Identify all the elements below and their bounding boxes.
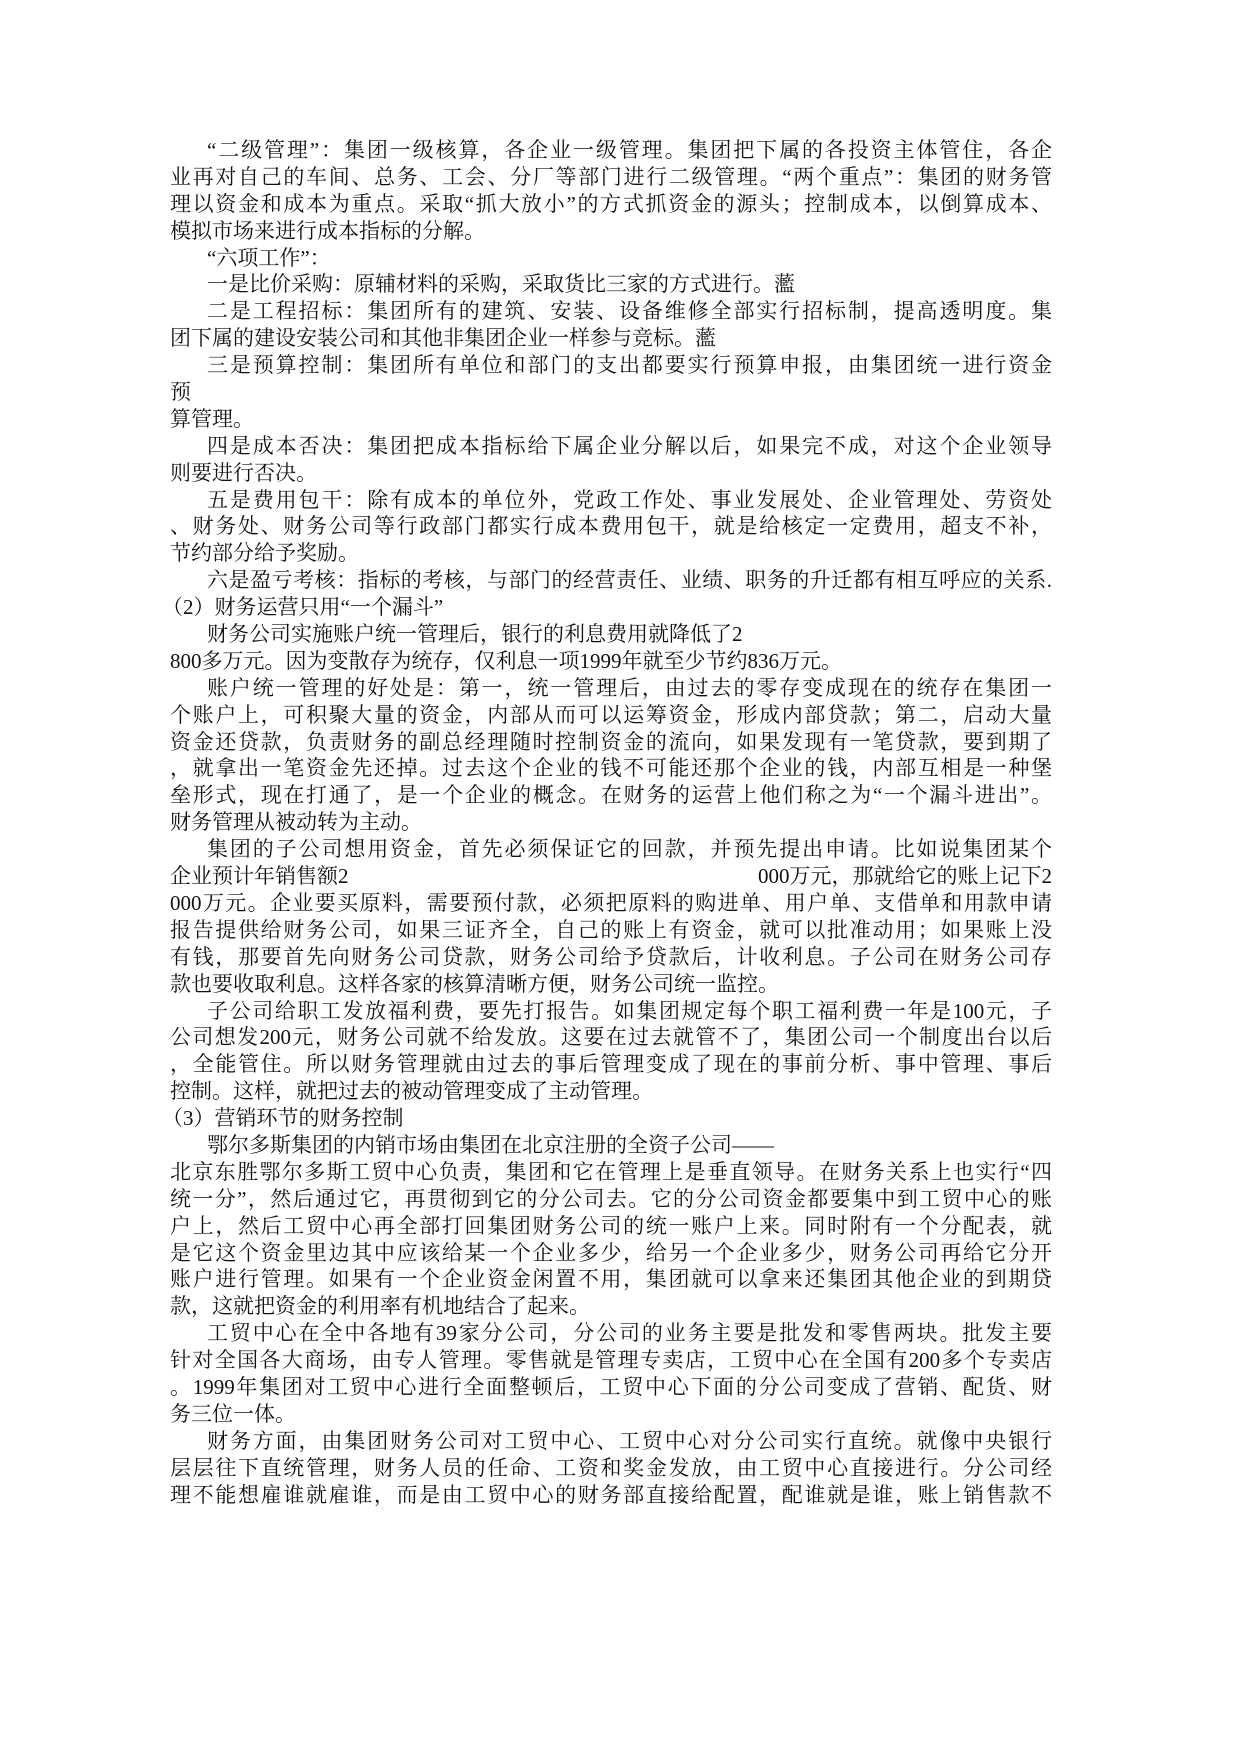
paragraph <box>170 621 1052 675</box>
text-line: 垒形式，现在打通了，是一个企业的概念。在财务的运营上他们称之为“一个漏斗进出”。 <box>170 783 1052 808</box>
text-line: 子公司给职工发放福利费，要先打报告。如集团规定每个职工福利费一年是100元，子 <box>207 998 1052 1023</box>
text-line-right: 000万元，那就给它的账上记下2 <box>758 864 1052 889</box>
text-line: 工贸中心在全中各地有39家分公司，分公司的业务主要是批发和零售两块。批发主要 <box>207 1321 1052 1346</box>
text-line: “二级管理”：集团一级核算，各企业一级管理。集团把下属的各投资主体管住，各企 <box>207 138 1052 162</box>
text-line: 是它这个资金里边其中应该给某一个企业多少，给另一个企业多少，财务公司再给它分开 <box>170 1240 1052 1265</box>
text-line: 理不能想雇谁就雇谁，而是由工贸中心的财务部直接给配置，配谁就是谁，账上销售款不 <box>170 1482 1052 1507</box>
text-line: 算管理。 <box>170 406 254 431</box>
text-line-left: 企业预计年销售额2 <box>170 864 349 889</box>
text-line: 有钱，那要首先向财务公司贷款，财务公司给予贷款后，计收利息。子公司在财务公司存 <box>170 944 1052 969</box>
paragraph <box>170 567 1052 594</box>
paragraph <box>170 487 1052 568</box>
text-line: 业再对自己的车间、总务、工会、分厂等部门进行二级管理。“两个重点”：集团的财务管 <box>170 164 1052 189</box>
paragraph <box>170 998 1052 1106</box>
text-line: 层层往下直统管理，财务人员的任命、工资和奖金发放，由工贸中心直接进行。分公司经 <box>170 1455 1052 1480</box>
text-line: 资金还贷款，负责财务的副总经理随时控制资金的流向，如果发现有一笔贷款，要到期了 <box>170 729 1052 754</box>
document-body <box>162 137 1052 1508</box>
text-line: 户上，然后工贸中心再全部打回集团财务公司的统一账户上来。同时附有一个分配表，就 <box>170 1213 1052 1238</box>
text-line: 四是成本否决：集团把成本指标给下属企业分解以后，如果完不成，对这个企业领导 <box>207 433 1052 458</box>
text-line: 务三位一体。 <box>170 1401 296 1426</box>
paragraph <box>170 298 1052 352</box>
text-line: 财务方面，由集团财务公司对工贸中心、工贸中心对分公司实行直统。就像中央银行 <box>207 1428 1052 1453</box>
text-line: 账户进行管理。如果有一个企业资金闲置不用，集团就可以拿来还集团其他企业的到期贷 <box>170 1267 1052 1292</box>
split-text-line <box>170 863 1052 890</box>
text-line: 公司想发200元，财务公司就不给发放。这要在过去就管不了，集团公司一个制度出台以后 <box>170 1025 1052 1050</box>
text-line: 理以资金和成本为重点。采取“抓大放小”的方式抓资金的源头；控制成本，以倒算成本、 <box>170 191 1052 216</box>
text-line: “六项工作”： <box>207 245 331 270</box>
paragraph <box>170 352 1052 433</box>
paragraph <box>170 836 1052 997</box>
text-line: 三是预算控制：集团所有单位和部门的支出都要实行预算申报，由集团统一进行资金 <box>207 353 1052 378</box>
paragraph <box>170 1320 1052 1428</box>
text-line: 报告提供给财务公司，如果三证齐全，自己的账上有资金，就可以批准动用；如果账上没 <box>170 917 1052 942</box>
text-line: 节约部分给予奖励。 <box>170 541 359 566</box>
text-line: 六是盈亏考核：指标的考核，与部门的经营责任、业绩、职务的升迁都有相互呼应的关系. <box>207 568 1052 593</box>
paragraph <box>170 1132 1052 1320</box>
text-line: 五是费用包干：除有成本的单位外，党政工作处、事业发展处、企业管理处、劳资处 <box>207 487 1052 512</box>
heading-text: （2）财务运营只用“一个漏斗” <box>162 595 444 620</box>
text-line: 二是工程招标：集团所有的建筑、安装、设备维修全部实行招标制，提高透明度。集 <box>207 299 1052 324</box>
text-line: ，就拿出一笔资金先还掉。过去这个企业的钱不可能还那个企业的钱，内部互相是一种堡 <box>170 756 1052 781</box>
text-line: ，全能管住。所以财务管理就由过去的事后管理变成了现在的事前分析、事中管理、事后 <box>170 1052 1052 1077</box>
text-line: 款也要收取利息。这样各家的核算清晰方便，财务公司统一监控。 <box>170 971 779 996</box>
text-line: 个账户上，可积聚大量的资金，内部从而可以运筹资金，形成内部贷款；第二，启动大量 <box>170 702 1052 727</box>
text-line: 集团的子公司想用资金，首先必须保证它的回款，并预先提出申请。比如说集团某个 <box>207 837 1052 862</box>
text-line: 鄂尔多斯集团的内销市场由集团在北京注册的全资子公司—— <box>207 1132 774 1157</box>
text-line: 000万元。企业要买原料，需要预付款，必须把原料的购进单、用户单、支借单和用款申请 <box>170 890 1052 915</box>
section-heading <box>162 1105 1052 1132</box>
text-line: 控制。这样，就把过去的被动管理变成了主动管理。 <box>170 1079 653 1104</box>
heading-text: （3）营销环节的财务控制 <box>162 1106 404 1131</box>
paragraph <box>170 433 1052 487</box>
text-line: 款，这就把资金的利用率有机地结合了起来。 <box>170 1294 590 1319</box>
text-line: 针对全国各大商场，由专人管理。零售就是管理专卖店，工贸中心在全国有200多个专卖店 <box>170 1348 1052 1373</box>
paragraph <box>170 137 1052 245</box>
paragraph <box>170 675 1052 836</box>
text-line: 财务公司实施账户统一管理后，银行的利息费用就降低了2 <box>207 622 743 647</box>
text-line: 账户统一管理的好处是：第一，统一管理后，由过去的零存变成现在的统存在集团一 <box>207 675 1052 700</box>
text-line: 800多万元。因为变散存为统存，仅利息一项1999年就至少节约836万元。 <box>170 648 842 673</box>
text-line: 则要进行否决。 <box>170 460 317 485</box>
text-line: 预 <box>170 380 191 405</box>
text-line: 北京东胜鄂尔多斯工贸中心负责，集团和它在管理上是垂直领导。在财务关系上也实行“四 <box>170 1159 1052 1184</box>
text-line: 一是比价采购：原辅材料的采购，采取货比三家的方式进行。蘫 <box>207 272 795 297</box>
text-line: 团下属的建设安装公司和其他非集团企业一样参与竞标。蘫 <box>170 326 716 351</box>
text-line: 。1999年集团对工贸中心进行全面整顿后，工贸中心下面的分公司变成了营销、配货、财 <box>170 1374 1052 1399</box>
text-line: 模拟市场来进行成本指标的分解。 <box>170 218 485 243</box>
paragraph <box>170 271 1052 298</box>
paragraph <box>170 1428 1052 1509</box>
text-line: 、财务处、财务公司等行政部门都实行成本费用包干，就是给核定一定费用，超支不补， <box>170 514 1052 539</box>
paragraph <box>170 245 1052 272</box>
text-line: 统一分”，然后通过它，再贯彻到它的分公司去。它的分公司资金都要集中到工贸中心的账 <box>170 1186 1052 1211</box>
section-heading <box>162 594 1052 621</box>
text-line: 财务管理从被动转为主动。 <box>170 810 422 835</box>
